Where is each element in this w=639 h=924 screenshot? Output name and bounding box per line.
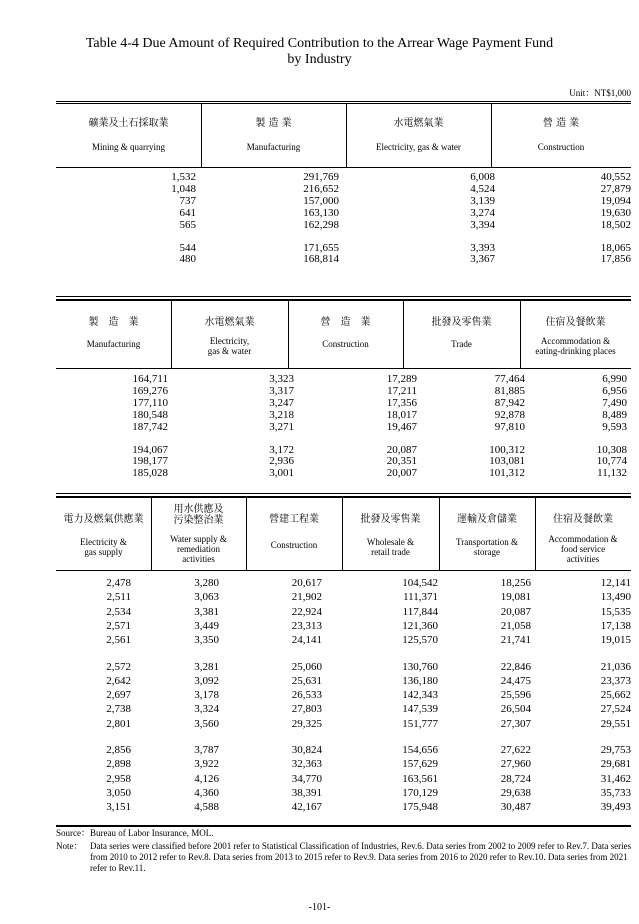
column-divider (535, 498, 536, 570)
table-row (56, 800, 631, 814)
table-cell: 17,856 (600, 253, 631, 266)
table-cell: 3,324 (194, 703, 219, 716)
column-divider (520, 301, 521, 368)
table-cell: 100,312 (489, 443, 525, 456)
col-header-zh: 水電燃氣業 (393, 118, 444, 129)
table-row (56, 757, 631, 771)
table-row (56, 660, 631, 674)
col-header-en: Accommodation & eating-drinking places (535, 336, 616, 356)
section2-col-header (520, 301, 631, 368)
unit-label: Unit：NT$1,000 (569, 88, 631, 98)
table-cell: 25,060 (291, 660, 322, 673)
table-cell: 20,087 (500, 605, 531, 618)
table-cell: 3,393 (470, 241, 495, 254)
col-header-en: Construction (537, 142, 585, 152)
table-cell: 194,067 (132, 443, 168, 456)
table-cell: 2,738 (106, 703, 131, 716)
table-cell: 3,139 (470, 194, 495, 207)
column-divider (346, 104, 347, 167)
table-cell: 92,878 (494, 408, 525, 421)
column-divider (491, 104, 492, 167)
column-divider (342, 498, 343, 570)
section2-body (56, 374, 631, 494)
spacer-row (56, 232, 631, 243)
col-header-en: Construction (322, 339, 369, 349)
table-cell: 111,371 (403, 591, 438, 604)
section1-col-header (201, 104, 346, 167)
table-cell: 3,178 (194, 689, 219, 702)
col-header-en: Electricity, gas & water (376, 142, 461, 152)
table-row (56, 717, 631, 731)
section1-col-header (491, 104, 631, 167)
table-cell: 3,092 (194, 674, 219, 687)
table-row (56, 386, 631, 398)
section2-top-rule (56, 296, 631, 297)
table-cell: 20,617 (291, 577, 322, 589)
column-divider (171, 301, 172, 368)
source-note: Source：Bureau of Labor Insurance, MOL. (56, 828, 214, 838)
table-cell: 17,211 (387, 384, 417, 397)
table-cell: 151,777 (402, 717, 438, 730)
table-cell: 170,129 (402, 786, 438, 799)
col-header-zh: 營建工程業 (269, 514, 319, 525)
table-cell: 17,356 (386, 396, 417, 409)
table-cell: 11,132 (597, 467, 627, 480)
table-cell: 29,681 (600, 758, 631, 771)
table-cell: 3,050 (106, 786, 131, 799)
table-cell: 2,642 (106, 674, 131, 687)
section2-col-header (288, 301, 403, 368)
table-cell: 19,094 (600, 194, 631, 207)
section3-header-rule (56, 570, 631, 571)
table-cell: 22,846 (500, 660, 531, 673)
table-cell: 10,774 (596, 455, 627, 468)
table-cell: 154,656 (402, 744, 438, 756)
section3-col-header (439, 498, 535, 570)
top-rule (56, 101, 631, 102)
col-header-en: Construction (270, 540, 318, 550)
table-cell: 2,801 (106, 717, 131, 730)
table-cell: 3,280 (194, 577, 219, 589)
table-cell: 28,724 (500, 772, 531, 785)
table-row (56, 220, 631, 232)
col-header-zh: 住宿及餐飲業 (545, 317, 606, 328)
table-cell: 27,960 (500, 758, 531, 771)
table-cell: 3,218 (269, 408, 294, 421)
table-cell: 3,922 (194, 758, 219, 771)
col-header-zh: 礦業及土石採取業 (88, 118, 169, 129)
table-cell: 22,924 (291, 605, 322, 618)
table-cell: 2,511 (106, 591, 131, 604)
table-cell: 3,151 (106, 801, 131, 814)
table-cell: 31,462 (600, 772, 631, 785)
table-cell: 77,464 (494, 373, 525, 385)
table-cell: 8,489 (602, 408, 627, 421)
col-header-zh: 水電燃氣業 (204, 317, 255, 328)
col-header-zh: 營 造 業 (320, 317, 371, 328)
table-cell: 544 (179, 241, 196, 254)
table-cell: 3,787 (194, 744, 219, 756)
section1-col-header (346, 104, 491, 167)
table-cell: 19,467 (386, 420, 417, 433)
table-cell: 3,317 (269, 384, 294, 397)
table-cell: 136,180 (402, 674, 438, 687)
table-cell: 163,130 (303, 206, 339, 219)
table-cell: 163,561 (402, 772, 438, 785)
table-cell: 1,532 (171, 171, 196, 183)
table-cell: 171,655 (303, 241, 339, 254)
table-cell: 6,956 (602, 384, 627, 397)
table-cell: 3,367 (470, 253, 495, 266)
col-header-en: Transportation & storage (456, 537, 518, 557)
column-divider (439, 498, 440, 570)
table-cell: 4,524 (470, 182, 495, 195)
section2-header (56, 301, 631, 368)
table-row (56, 590, 631, 604)
table-cell: 17,289 (386, 373, 417, 385)
spacer-row (56, 434, 631, 445)
table-cell: 480 (179, 253, 196, 266)
table-cell: 35,733 (600, 786, 631, 799)
table-row (56, 688, 631, 702)
table-cell: 3,350 (194, 634, 219, 647)
table-cell: 42,167 (291, 801, 322, 814)
table-cell: 29,551 (600, 717, 631, 730)
table-cell: 18,017 (386, 408, 417, 421)
title-line-2: by Industry (287, 52, 352, 67)
section2-col-header (56, 301, 171, 368)
table-cell: 162,298 (303, 218, 339, 231)
table-cell: 2,856 (106, 744, 131, 756)
section3-col-header (246, 498, 342, 570)
table-cell: 24,141 (291, 634, 322, 647)
page-number: -101- (308, 902, 331, 913)
table-cell: 27,307 (500, 717, 531, 730)
table-row (56, 184, 631, 196)
table-cell: 164,711 (132, 373, 168, 385)
table-cell: 3,247 (269, 396, 294, 409)
table-row (56, 254, 631, 266)
table-cell: 34,770 (291, 772, 322, 785)
column-divider (246, 498, 247, 570)
table-cell: 3,001 (269, 467, 294, 480)
table-cell: 27,622 (500, 744, 531, 756)
table-cell: 3,560 (194, 717, 219, 730)
table-cell: 18,502 (600, 218, 631, 231)
table-cell: 25,596 (500, 689, 531, 702)
table-cell: 23,313 (291, 619, 322, 632)
note-label: Note： (56, 841, 83, 851)
column-divider (288, 301, 289, 368)
spacer-row (56, 731, 631, 743)
table-cell: 125,570 (402, 634, 438, 647)
table-cell: 185,028 (132, 467, 168, 480)
table-cell: 39,493 (600, 801, 631, 814)
table-row (56, 605, 631, 619)
table-cell: 3,281 (194, 660, 219, 673)
section1-body (56, 172, 631, 292)
col-header-zh: 批發及零售業 (360, 514, 421, 525)
table-cell: 291,769 (303, 171, 339, 183)
table-cell: 30,487 (500, 801, 531, 814)
table-cell: 13,490 (600, 591, 631, 604)
table-cell: 29,325 (291, 717, 322, 730)
table-cell: 2,478 (106, 577, 131, 589)
table-cell: 142,343 (402, 689, 438, 702)
table-cell: 121,360 (402, 619, 438, 632)
table-cell: 2,572 (106, 660, 131, 673)
table-cell: 737 (179, 194, 196, 207)
table-row (56, 772, 631, 786)
table-cell: 19,630 (600, 206, 631, 219)
table-row (56, 196, 631, 208)
table-cell: 3,381 (194, 605, 219, 618)
table-row (56, 786, 631, 800)
table-cell: 2,561 (106, 634, 131, 647)
table-cell: 25,662 (600, 689, 631, 702)
table-cell: 3,271 (269, 420, 294, 433)
table-cell: 130,760 (402, 660, 438, 673)
table-cell: 26,533 (291, 689, 322, 702)
section3-top-rule (56, 493, 631, 494)
title-line-1: Table 4-4 Due Amount of Required Contribution to the Arrear Wage Payment Fund (85, 36, 554, 51)
table-cell: 10,308 (596, 443, 627, 456)
table-cell: 38,391 (291, 786, 322, 799)
col-header-en: Electricity & gas supply (80, 537, 127, 557)
table-cell: 3,063 (194, 591, 219, 604)
col-header-zh: 營 造 業 (542, 118, 580, 129)
table-cell: 177,110 (132, 396, 168, 409)
table-cell: 87,942 (494, 396, 525, 409)
column-divider (201, 104, 202, 167)
col-header-en: Mining & quarrying (92, 142, 165, 152)
section3-col-header (342, 498, 439, 570)
table-cell: 187,742 (132, 420, 168, 433)
table-cell: 175,948 (402, 801, 438, 814)
table-cell: 29,753 (600, 744, 631, 756)
col-header-en: Wholesale & retail trade (366, 537, 415, 557)
table-row (56, 619, 631, 633)
section2-col-header (171, 301, 288, 368)
table-cell: 4,126 (194, 772, 219, 785)
column-divider (151, 498, 152, 570)
table-cell: 17,138 (600, 619, 631, 632)
table-cell: 21,036 (600, 660, 631, 673)
table-title (0, 36, 639, 68)
table-cell: 40,552 (600, 171, 631, 183)
table-cell: 3,394 (470, 218, 495, 231)
section3-header (56, 498, 631, 570)
table-cell: 12,141 (600, 577, 631, 589)
table-cell: 26,504 (500, 703, 531, 716)
column-divider (403, 301, 404, 368)
table-cell: 3,172 (269, 443, 294, 456)
section3-col-header (151, 498, 246, 570)
table-cell: 23,373 (600, 674, 631, 687)
table-cell: 3,274 (470, 206, 495, 219)
table-cell: 216,652 (303, 182, 339, 195)
table-row (56, 468, 631, 480)
table-cell: 18,256 (500, 577, 531, 589)
section1-col-header (56, 104, 201, 167)
col-header-zh: 用水供應及 污染整治業 (173, 504, 224, 526)
table-cell: 27,524 (600, 703, 631, 716)
table-cell: 198,177 (132, 455, 168, 468)
table-cell: 27,879 (600, 182, 631, 195)
table-cell: 27,803 (291, 703, 322, 716)
table-cell: 169,276 (132, 384, 168, 397)
table-cell: 2,958 (106, 772, 131, 785)
table-cell: 4,588 (194, 801, 219, 814)
table-row (56, 422, 631, 434)
table-cell: 21,741 (500, 634, 531, 647)
col-header-zh: 電力及燃氣供應業 (63, 514, 144, 525)
table-cell: 2,571 (106, 619, 131, 632)
table-cell: 9,593 (602, 420, 627, 433)
table-cell: 20,007 (386, 467, 417, 480)
table-row (56, 208, 631, 220)
section3-body (56, 576, 631, 826)
table-cell: 1,048 (171, 182, 196, 195)
col-header-en: Manufacturing (246, 142, 301, 152)
section3-col-header (535, 498, 631, 570)
table-cell: 101,312 (489, 467, 525, 480)
col-header-en: Trade (451, 339, 472, 349)
col-header-zh: 批發及零售業 (431, 317, 492, 328)
table-cell: 32,363 (291, 758, 322, 771)
table-cell: 21,902 (291, 591, 322, 604)
table-row (56, 702, 631, 716)
table-row (56, 243, 631, 255)
col-header-zh: 製 造 業 (88, 317, 139, 328)
table-cell: 2,898 (106, 758, 131, 771)
table-cell: 104,542 (402, 577, 438, 589)
table-row (56, 674, 631, 688)
table-cell: 565 (179, 218, 196, 231)
table-cell: 24,475 (500, 674, 531, 687)
section1-header (56, 104, 631, 167)
section3-col-header (56, 498, 151, 570)
table-cell: 3,449 (194, 619, 219, 632)
table-row (56, 410, 631, 422)
table-row (56, 743, 631, 757)
table-cell: 15,535 (600, 605, 631, 618)
table-cell: 29,638 (500, 786, 531, 799)
table-cell: 19,081 (500, 591, 531, 604)
spacer-row (56, 648, 631, 660)
table-cell: 3,323 (269, 373, 294, 385)
table-row (56, 398, 631, 410)
table-cell: 117,844 (402, 605, 438, 618)
section1-header-rule (56, 167, 631, 168)
table-cell: 20,351 (386, 455, 417, 468)
table-cell: 18,065 (600, 241, 631, 254)
table-cell: 19,015 (600, 634, 631, 647)
col-header-en: Water supply & remediation activities (170, 534, 227, 564)
table-row (56, 633, 631, 647)
table-cell: 30,824 (291, 744, 322, 756)
col-header-zh: 住宿及餐飲業 (553, 514, 613, 525)
table-cell: 6,990 (602, 373, 627, 385)
table-cell: 157,000 (303, 194, 339, 207)
table-cell: 20,087 (386, 443, 417, 456)
col-header-zh: 製 造 業 (255, 118, 292, 129)
table-cell: 21,058 (500, 619, 531, 632)
table-cell: 157,629 (402, 758, 438, 771)
table-cell: 168,814 (303, 253, 339, 266)
table-row (56, 172, 631, 184)
table-cell: 25,631 (291, 674, 322, 687)
table-cell: 103,081 (489, 455, 525, 468)
table-cell: 2,697 (106, 689, 131, 702)
table-cell: 6,008 (470, 171, 495, 183)
table-cell: 147,539 (402, 703, 438, 716)
table-cell: 97,810 (494, 420, 525, 433)
table-cell: 2,534 (106, 605, 131, 618)
table-cell: 4,360 (194, 786, 219, 799)
col-header-en: Accommodation & food service activities (548, 534, 618, 564)
col-header-en: Manufacturing (86, 339, 141, 349)
note-text: Data series were classified before 2001 refer to Statistical Classification of Industries, Rev.6. Data series from 2002 to 2009 refer to Rev.7. Data series from 2010 to 2012 refer to Rev.8. Data series from 2013 to 2015 refer to Rev.9. Data series from 2016 to 2020 refer to Rev.10. Data series from 2021 refer to Rev.11. (90, 841, 632, 873)
table-row (56, 576, 631, 590)
table-cell: 81,885 (494, 384, 525, 397)
table-cell: 641 (179, 206, 196, 219)
bottom-rule (56, 825, 631, 827)
section2-col-header (403, 301, 520, 368)
table-cell: 2,936 (269, 455, 294, 468)
section2-header-rule (56, 368, 631, 369)
table-cell: 7,490 (602, 396, 627, 409)
col-header-zh: 運輸及倉儲業 (457, 514, 517, 525)
table-cell: 180,548 (132, 408, 168, 421)
col-header-en: Electricity, gas & water (207, 336, 252, 356)
